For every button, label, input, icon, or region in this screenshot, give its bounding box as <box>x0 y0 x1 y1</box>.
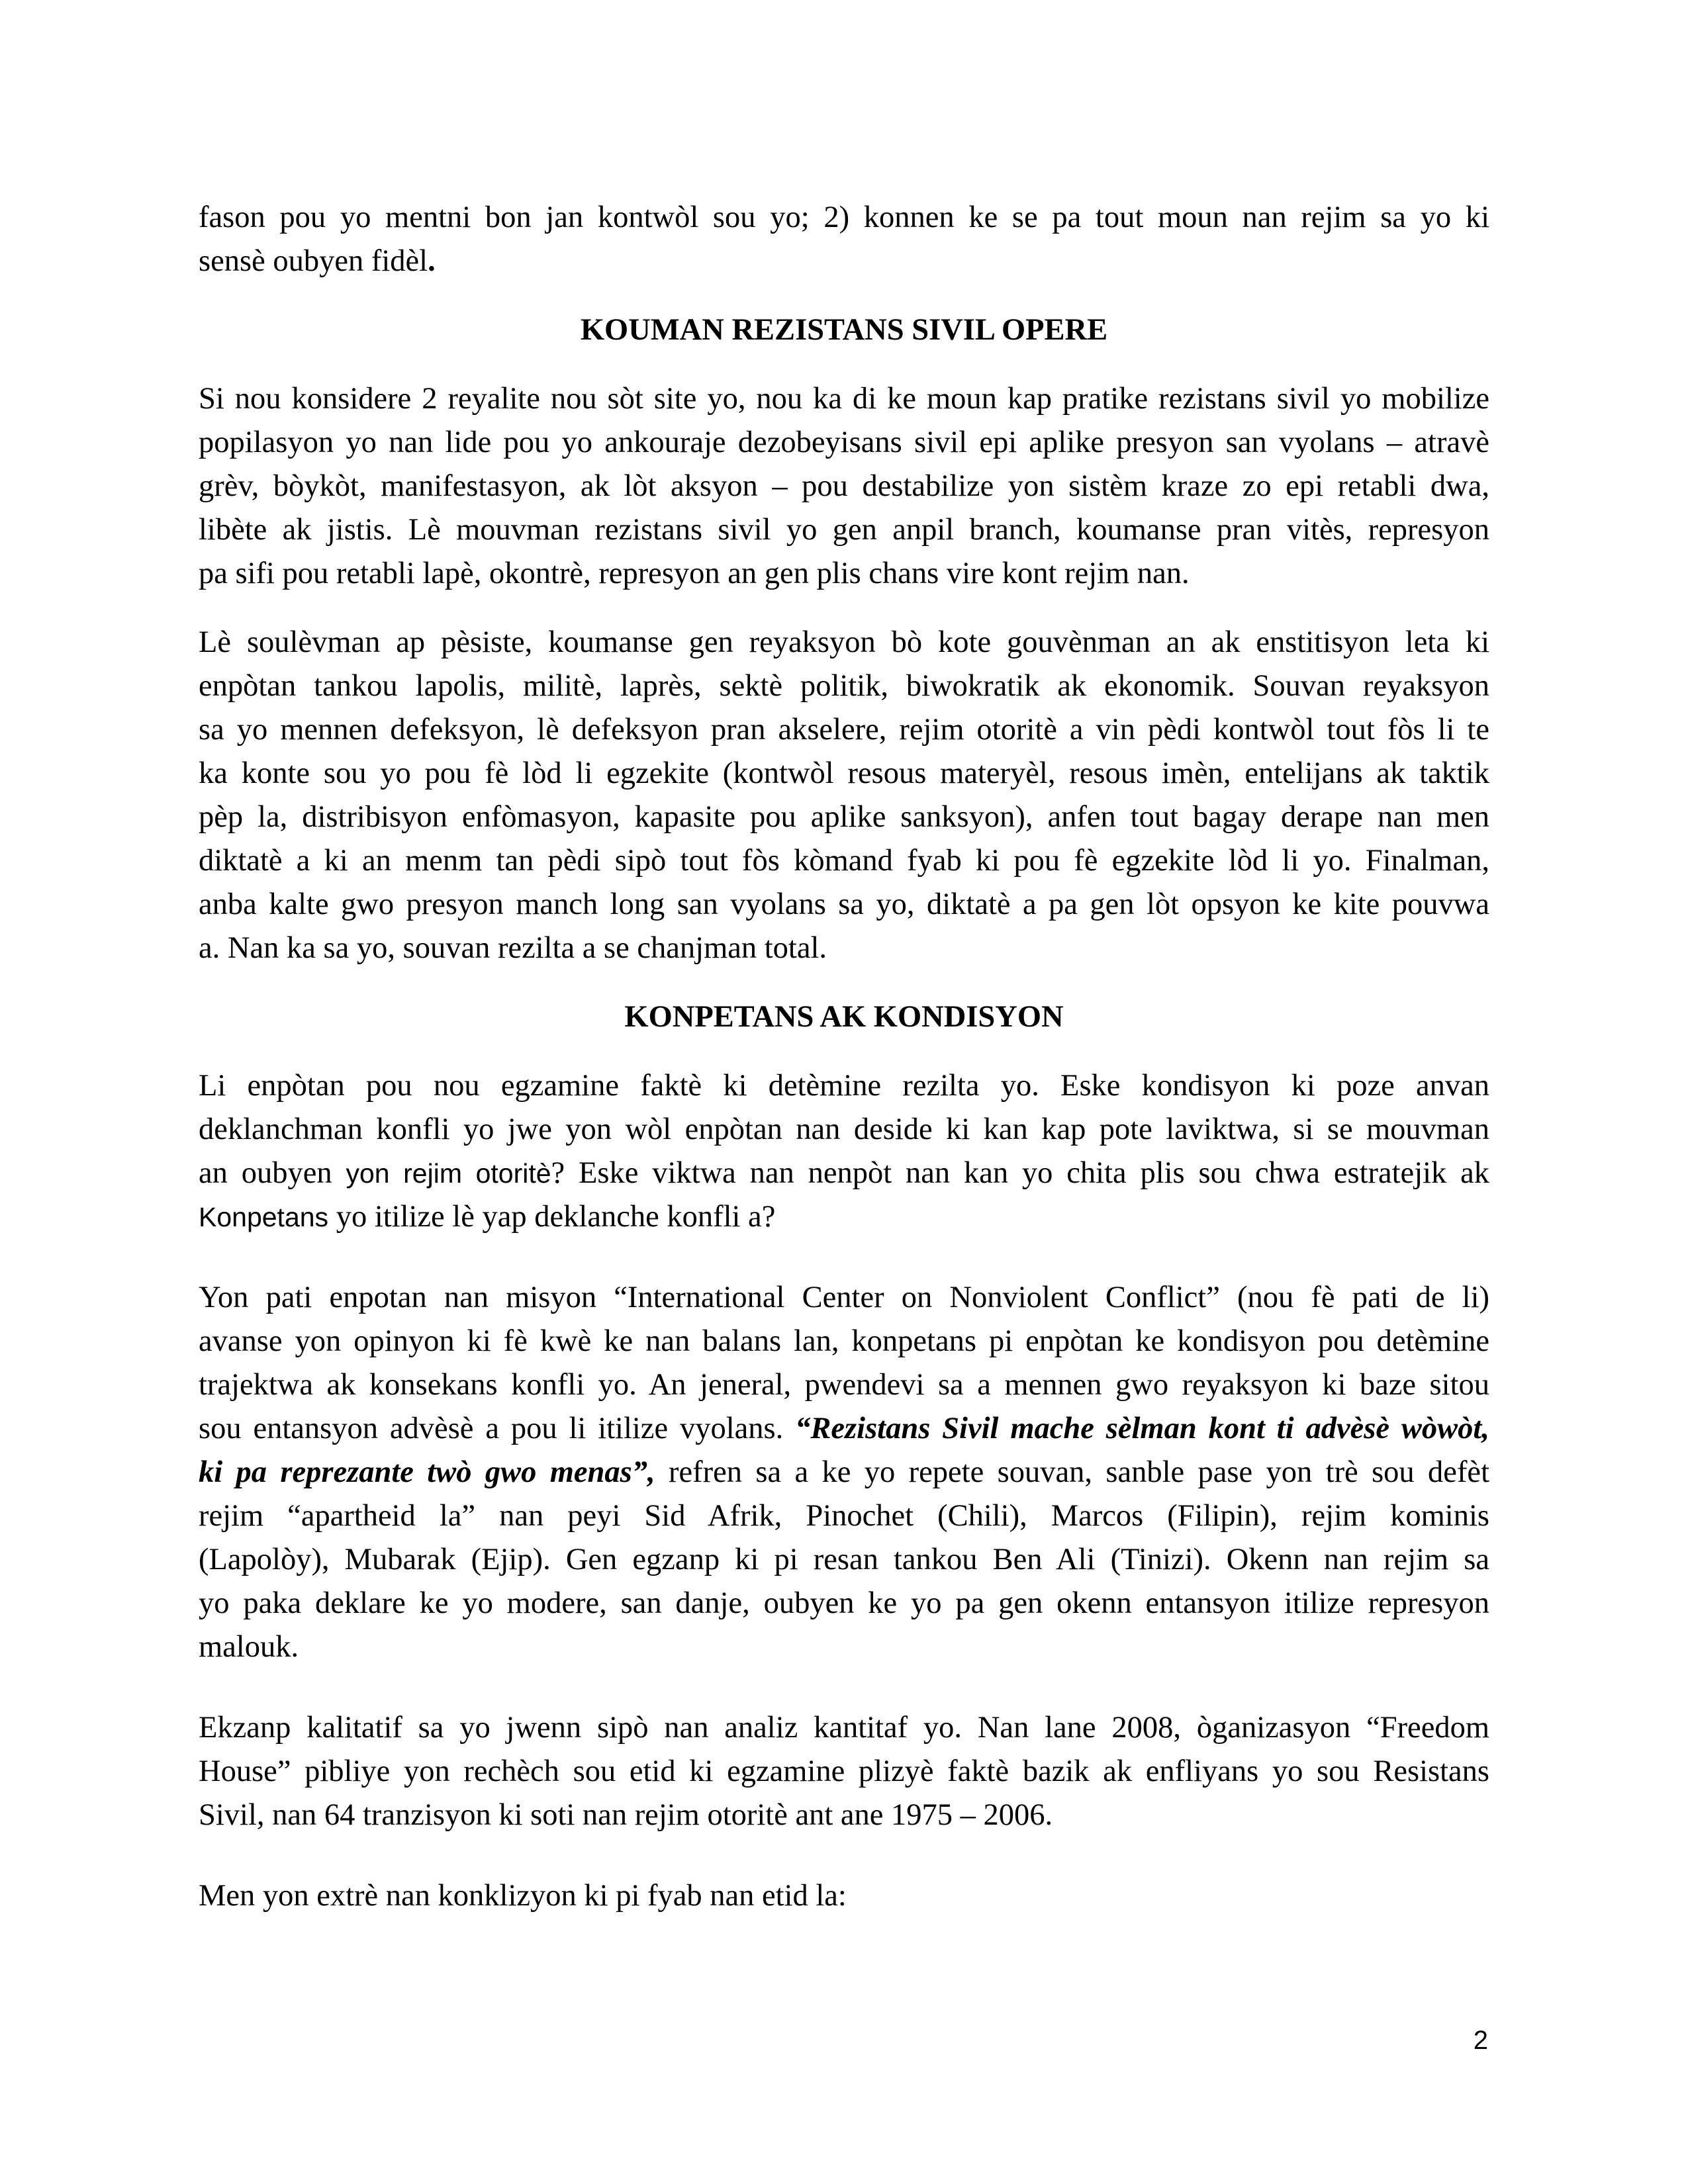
text-line: Yon pati enpotan nan misyon “International Center on Nonviolent Conflict” (nou fè pati de li) <box>199 1281 1489 1314</box>
paragraph-konpetans-2 <box>199 1276 1489 1669</box>
paragraph-kouman-2 <box>199 621 1489 970</box>
paragraph-konpetans-4: Men yon extrè nan konklizyon ki pi fyab nan etid la: <box>199 1879 847 1913</box>
text-line: ki pa reprezante twò gwo menas”, refren sa a ke yo repete souvan, sanble pase yon trè sou defèt <box>199 1455 1489 1489</box>
text-line: avanse yon opinyon ki fè kwè ke nan balans lan, konpetans pi enpòtan ke kondisyon pou detèmine <box>199 1324 1489 1358</box>
text-line: sa yo mennen defeksyon, lè defeksyon pran akselere, rejim otoritè a vin pèdi kontwòl tout fòs li te <box>199 713 1489 747</box>
intro-paragraph <box>199 196 1489 283</box>
text-line: rejim “apartheid la” nan peyi Sid Afrik, Pinochet (Chili), Marcos (Filipin), rejim kominis <box>199 1499 1489 1533</box>
text-line: Si nou konsidere 2 reyalite nou sòt site yo, nou ka di ke moun kap pratike rezistans sivil yo mobilize <box>199 382 1489 416</box>
text-line: enpòtan tankou lapolis, militè, laprès, sektè politik, biwokratik ak ekonomik. Souvan reyaksyon <box>199 669 1489 703</box>
text-line: grèv, bòykòt, manifestasyon, ak lòt aksyon – pou destabilize yon sistèm kraze zo epi retabli dwa, <box>199 469 1489 503</box>
text-line: Konpetans yo itilize lè yap deklanche konfli a? <box>199 1200 776 1234</box>
text-line: Ekzanp kalitatif sa yo jwenn sipò nan analiz kantitaf yo. Nan lane 2008, òganizasyon “Freedom <box>199 1711 1489 1745</box>
section-heading-kouman-rezistans-sivil-opere: KOUMAN REZISTANS SIVIL OPERE <box>580 313 1108 347</box>
text-line: Li enpòtan pou nou egzamine faktè ki detèmine rezilta yo. Eske kondisyon ki poze anvan <box>199 1069 1489 1103</box>
page-body <box>199 196 1489 1918</box>
text-line: pa sifi pou retabli lapè, okontrè, represyon an gen plis chans vire kont rejim nan. <box>199 557 1190 590</box>
text-line: yo paka deklare ke yo modere, san danje, oubyen ke yo pa gen okenn entansyon itilize represyon <box>199 1586 1489 1620</box>
section-heading-konpetans-ak-kondisyon: KONPETANS AK KONDISYON <box>624 1000 1064 1034</box>
text-line: sou entansyon advèsè a pou li itilize vyolans. “Rezistans Sivil mache sèlman kont ti advèsè wòwòt, <box>199 1412 1489 1445</box>
text-line: libète ak jistis. Lè mouvman rezistans sivil yo gen anpil branch, koumanse pran vitès, represyon <box>199 513 1489 547</box>
quote-rezistans-sivil: “Rezistans Sivil mache sèlman kont ti advèsè wòwòt, <box>795 1412 1489 1445</box>
text-line: pèp la, distribisyon enfòmasyon, kapasite pou aplike sanksyon), anfen tout bagay derape nan men <box>199 800 1489 834</box>
text-line: Sivil, nan 64 tranzisyon ki soti nan rejim otoritè ant ane 1975 – 2006. <box>199 1798 1053 1832</box>
text-line: popilasyon yo nan lide pou yo ankouraje dezobeyisans sivil epi aplike presyon san vyolans – atravè <box>199 426 1489 459</box>
text-line: an oubyen yon rejim otoritè? Eske viktwa nan nenpòt nan kan yo chita plis sou chwa estratejik ak <box>199 1156 1490 1190</box>
text-line: a. Nan ka sa yo, souvan rezilta a se chanjman total. <box>199 931 827 965</box>
text-line: sensè oubyen fidèl. <box>199 244 436 278</box>
text-line: House” pibliye yon rechèch sou etid ki egzamine plizyè faktè bazik ak enfliyans yo sou Resistans <box>199 1754 1489 1788</box>
text-line: anba kalte gwo presyon manch long san vyolans sa yo, diktatè a pa gen lòt opsyon ke kite pouvwa <box>199 887 1489 921</box>
text-line: deklanchman konfli yo jwe yon wòl enpòtan nan deside ki kan kap pote laviktwa, si se mouvman <box>199 1113 1489 1146</box>
text-line: Lè soulèvman ap pèsiste, koumanse gen reyaksyon bò kote gouvènman an ak enstitisyon leta ki <box>199 625 1489 659</box>
paragraph-kouman-1 <box>199 377 1489 596</box>
text-line: (Lapolòy), Mubarak (Ejip). Gen egzanp ki pi resan tankou Ben Ali (Tinizi). Okenn nan rejim sa <box>199 1543 1489 1576</box>
paragraph-konpetans-3 <box>199 1706 1489 1837</box>
text-line: fason pou yo mentni bon jan kontwòl sou yo; 2) konnen ke se pa tout moun nan rejim sa yo ki <box>199 201 1489 234</box>
paragraph-konpetans-1 <box>199 1064 1489 1239</box>
text-line: trajektwa ak konsekans konfli yo. An jeneral, pwendevi sa a mennen gwo reyaksyon ki baze sitou <box>199 1368 1489 1402</box>
quote-rezistans-sivil-end: ki pa reprezante twò gwo menas”, <box>199 1455 655 1489</box>
text-line: diktatè a ki an menm tan pèdi sipò tout fòs kòmand fyab ki pou fè egzekite lòd li yo. Finalman, <box>199 844 1489 878</box>
text-line: malouk. <box>199 1630 299 1664</box>
page-number: 2 <box>1473 2026 1488 2055</box>
text-line: ka konte sou yo pou fè lòd li egzekite (kontwòl resous materyèl, resous imèn, entelijans ak taktik <box>199 756 1489 790</box>
